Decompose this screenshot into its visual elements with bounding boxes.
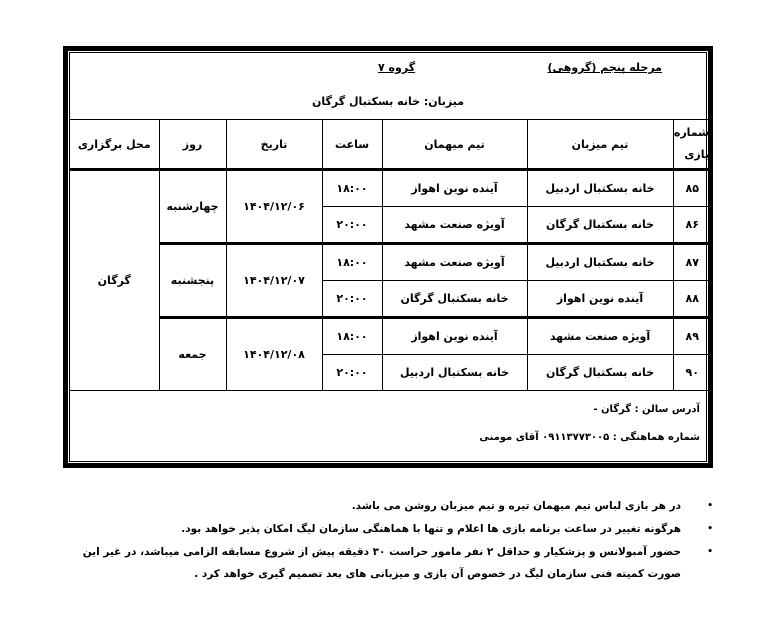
note-text: در هر بازی لباس تیم میهمان تیره و تیم میزبان روشن می باشد. [351,500,681,512]
game-number: ۸۵ [673,170,711,207]
note-text: حضور آمبولانس و پزشکیار و حداقل ۲ نفر مامور حراست ۳۰ دقیقه پیش از شروع مسابقه الزامی میباشد، در غیر این صورت کمیته فنی سازمان لیگ در خصوص آن بازی و میزبانی های بعد تصمیم گیری خواهد کرد . [82,546,681,580]
guest-team: آینده نوین اهواز [382,170,527,207]
guest-team: آویژه صنعت مشهد [382,244,527,281]
bullet-icon: • [707,501,713,511]
table-row [70,244,711,281]
venue: گرگان [70,170,159,391]
host-team: آویژه صنعت مشهد [527,318,673,355]
host-team: خانه بسکتبال اردبیل [527,244,673,281]
notes-list [60,495,715,585]
header-host-team: تیم میزبان [527,120,673,170]
game-day: جمعه [159,318,226,391]
host-team: آینده نوین اهواز [527,281,673,318]
header-game-number-line2: بازی [684,148,709,161]
bullet-icon: • [707,547,713,557]
header-game-number [673,120,711,170]
game-time: ۱۸:۰۰ [322,170,382,207]
bullet-icon: • [707,524,713,534]
guest-team: خانه بسکتبال گرگان [382,281,527,318]
game-number: ۸۸ [673,281,711,318]
game-number: ۸۶ [673,207,711,244]
schedule-frame [63,46,713,468]
header-game-number-line1: شماره [673,126,709,139]
game-date: ۱۴۰۴/۱۲/۰۷ [226,244,322,318]
game-time: ۱۸:۰۰ [322,318,382,355]
table-header-row [70,120,711,170]
notes-section [60,495,715,586]
note-item [60,518,713,540]
game-number: ۹۰ [673,355,711,391]
note-item [60,495,713,517]
schedule-table [70,119,711,391]
note-item [60,541,713,585]
game-number: ۸۷ [673,244,711,281]
host-team: خانه بسکتبال اردبیل [527,170,673,207]
game-date: ۱۴۰۴/۱۲/۰۸ [226,318,322,391]
header-guest-team: تیم میهمان [382,120,527,170]
schedule-inner-border [69,52,707,462]
host-team: خانه بسکتبال گرگان [527,355,673,391]
host-title: میزبان: خانه بسکتبال گرگان [311,95,465,108]
game-time: ۲۰:۰۰ [322,355,382,391]
game-time: ۱۸:۰۰ [322,244,382,281]
game-time: ۲۰:۰۰ [322,281,382,318]
header-time: ساعت [322,120,382,170]
note-text: هرگونه تغییر در ساعت برنامه بازی ها اعلام و تنها با هماهنگی سازمان لیگ امکان پذیر خواهد بود. [181,523,681,535]
contact-number: شماره هماهنگی : ۰۹۱۱۳۷۷۳۰۰۵ آقای مومنی [479,432,700,443]
host-team: خانه بسکتبال گرگان [527,207,673,244]
guest-team: آینده نوین اهواز [382,318,527,355]
group-title: گروه ۷ [378,61,416,74]
hall-address: آدرس سالن : گرگان - [593,404,700,415]
game-day: چهارشنبه [159,170,226,244]
game-date: ۱۴۰۴/۱۲/۰۶ [226,170,322,244]
game-number: ۸۹ [673,318,711,355]
game-day: پنجشنبه [159,244,226,318]
guest-team: خانه بسکتبال اردبیل [382,355,527,391]
header-venue: محل برگزاری [70,120,159,170]
table-row [70,318,711,355]
game-time: ۲۰:۰۰ [322,207,382,244]
header-date: تاریخ [226,120,322,170]
stage-title: مرحله پنجم (گروهی) [547,61,662,74]
table-row [70,170,711,207]
guest-team: آویژه صنعت مشهد [382,207,527,244]
header-day: روز [159,120,226,170]
